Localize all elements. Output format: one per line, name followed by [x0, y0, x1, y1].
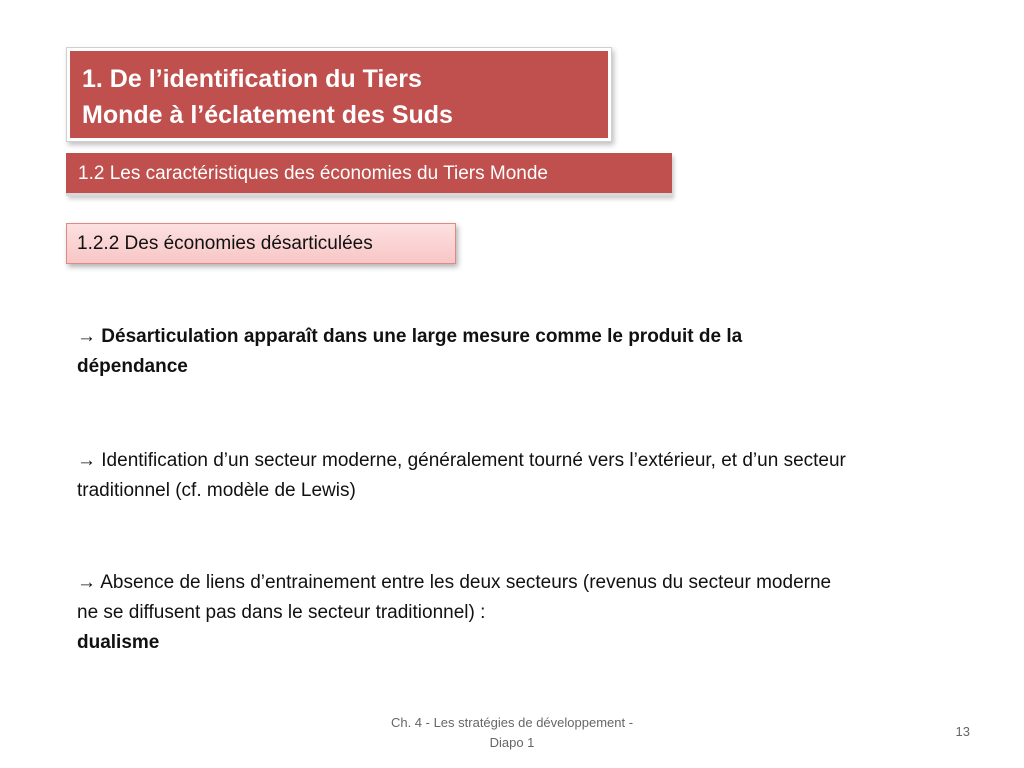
bullet-point-2-text: Identification d’un secteur moderne, généralement tourné vers l’extérieur, et d’un secteur traditionnel (cf. modèle de Lewis)	[77, 450, 846, 501]
slide-title	[70, 51, 608, 138]
slide-footer	[354, 713, 670, 753]
bullet-point-3	[77, 568, 857, 658]
bullet-point-1-text: Désarticulation apparaît dans une large mesure comme le produit de la dépendance	[77, 326, 743, 377]
page-number: 13	[955, 724, 970, 739]
slide-title-box	[66, 47, 612, 142]
bullet-point-3-keyword: dualisme	[77, 632, 160, 653]
footer-line2: Diapo 1	[489, 735, 535, 750]
slide-title-line2: Monde à l’éclatement des Suds	[82, 101, 453, 129]
section-heading: 1.2 Les caractéristiques des économies du Tiers Monde	[66, 153, 672, 196]
bullet-point-2	[77, 446, 857, 506]
slide-title-line1: 1. De l’identification du Tiers	[82, 65, 422, 93]
arrow-right-icon: →	[77, 572, 96, 593]
bullet-point-3-text: Absence de liens d’entrainement entre les deux secteurs (revenus du secteur moderne ne se diffusent pas dans le secteur traditionnel) :	[77, 572, 832, 623]
arrow-right-icon: →	[77, 326, 96, 347]
footer-line1: Ch. 4 - Les stratégies de développement -	[390, 715, 634, 730]
bullet-point-1	[77, 322, 857, 382]
arrow-right-icon: →	[77, 450, 96, 471]
subsection-heading: 1.2.2 Des économies désarticulées	[66, 223, 456, 264]
